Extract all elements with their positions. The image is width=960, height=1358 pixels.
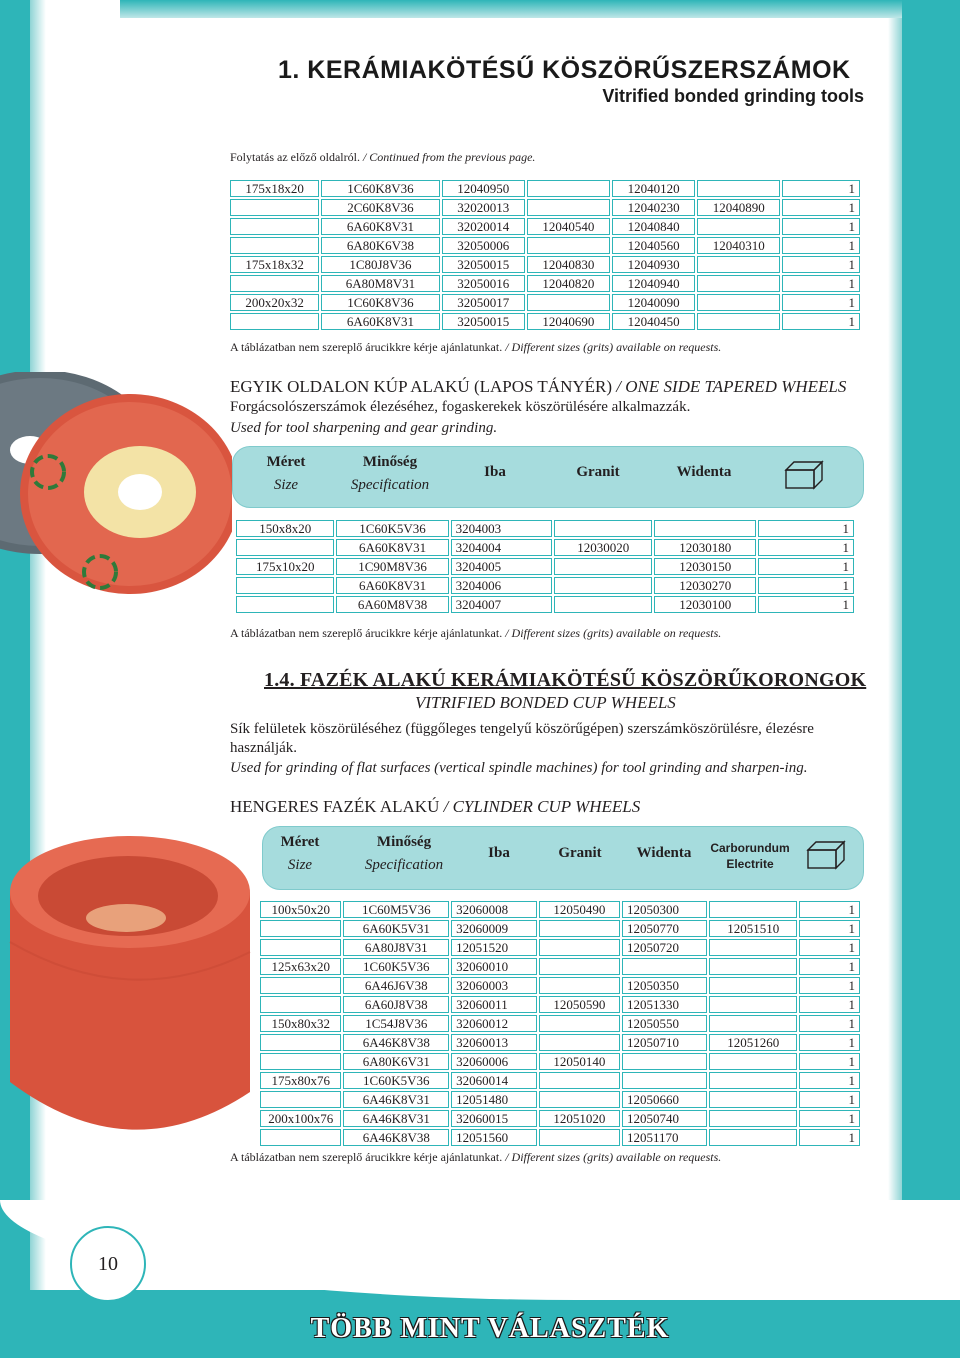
continued-note xyxy=(230,150,535,165)
cyl-title-en: / CYLINDER CUP WHEELS xyxy=(443,797,641,816)
table-cell: 3204006 xyxy=(451,577,553,594)
table-row xyxy=(260,977,860,994)
table-cell xyxy=(622,1072,707,1089)
table-cell: 1C60M5V36 xyxy=(343,901,449,918)
cup-electrite: Electrite xyxy=(726,857,774,871)
table-cell: 12040830 xyxy=(527,256,610,273)
table-cell xyxy=(230,199,319,216)
tapered-widenta: Widenta xyxy=(676,464,732,480)
table-row xyxy=(260,996,860,1013)
table-cell: 6A60K8V31 xyxy=(321,218,439,235)
continued-en: / Continued from the previous page. xyxy=(362,150,536,164)
table-row xyxy=(230,256,860,273)
table-cell xyxy=(709,996,796,1013)
cup-widenta: Widenta xyxy=(636,845,692,861)
tapered-table xyxy=(234,518,856,615)
footer-slogan: TÖBB MINT VÁLASZTÉK xyxy=(310,1313,670,1344)
table-cell: 6A60M8V38 xyxy=(336,596,448,613)
table-row xyxy=(260,920,860,937)
table-cell: 12051260 xyxy=(709,1034,796,1051)
table-cell: 6A80J8V31 xyxy=(343,939,449,956)
table-row xyxy=(260,1072,860,1089)
table-cell xyxy=(709,977,796,994)
table-row xyxy=(230,237,860,254)
table-cell: 12051330 xyxy=(622,996,707,1013)
table-cell xyxy=(527,294,610,311)
table-cell: 6A46K8V31 xyxy=(343,1091,449,1108)
table-cell: 1 xyxy=(782,237,860,254)
table-cell xyxy=(709,1053,796,1070)
table-cell: 12051020 xyxy=(539,1110,620,1127)
table-cell xyxy=(554,596,652,613)
table-row xyxy=(236,577,854,594)
table-cell: 200x20x32 xyxy=(230,294,319,311)
tapered-title-hu: EGYIK OLDALON KÚP ALAKÚ (LAPOS TÁNYÉR) xyxy=(230,377,613,396)
cup-col-widenta xyxy=(628,845,700,862)
table-cell: 12030150 xyxy=(654,558,756,575)
table-cell: 1 xyxy=(758,520,854,537)
table-cell xyxy=(260,939,341,956)
table-cell: 1C90M8V36 xyxy=(336,558,448,575)
table-cell: 1 xyxy=(758,558,854,575)
table-cell: 1 xyxy=(799,1110,860,1127)
table-cell: 150x8x20 xyxy=(236,520,334,537)
table-cell: 125x63x20 xyxy=(260,958,341,975)
table-cell xyxy=(260,1053,341,1070)
tapered-title xyxy=(230,377,846,397)
table-cell: 6A46K8V38 xyxy=(343,1034,449,1051)
table-cell: 3204007 xyxy=(451,596,553,613)
box-icon-2 xyxy=(806,840,846,870)
note-en-2: / Different sizes (grits) available on requests. xyxy=(505,626,722,640)
table-cell: 1 xyxy=(799,996,860,1013)
table-cell: 12050740 xyxy=(622,1110,707,1127)
page-title: 1. KERÁMIAKÖTÉSŰ KÖSZÖRŰSZERSZÁMOK xyxy=(278,56,851,84)
table-cell: 1 xyxy=(782,199,860,216)
table-cell: 12051480 xyxy=(451,1091,536,1108)
cup-wheel-image xyxy=(0,822,262,1172)
table-cell: 32060013 xyxy=(451,1034,536,1051)
note-en: / Different sizes (grits) available on requests. xyxy=(505,340,722,354)
note-hu-3: A táblázatban nem szereplő árucikkre kérje ajánlatunkat. xyxy=(230,1150,503,1164)
table-row xyxy=(236,520,854,537)
table-cell xyxy=(260,977,341,994)
tapered-col-spec xyxy=(338,454,442,494)
table-cell: 12040930 xyxy=(612,256,695,273)
table-cell: 6A60K8V31 xyxy=(336,577,448,594)
table-cell: 6A46J6V38 xyxy=(343,977,449,994)
table-row xyxy=(260,958,860,975)
tapered-desc-en: Used for tool sharpening and gear grinding. xyxy=(230,420,498,436)
table-cell: 1 xyxy=(799,1034,860,1051)
table-cell: 32060012 xyxy=(451,1015,536,1032)
table-row xyxy=(230,180,860,197)
table-cell: 32050017 xyxy=(442,294,525,311)
table-cell: 12030270 xyxy=(654,577,756,594)
table-cell: 12050590 xyxy=(539,996,620,1013)
table-cell: 12050300 xyxy=(622,901,707,918)
table-cell: 12030100 xyxy=(654,596,756,613)
table-cell: 6A46K8V38 xyxy=(343,1129,449,1146)
table-cell xyxy=(697,218,780,235)
table-cell: 32020013 xyxy=(442,199,525,216)
table-cell xyxy=(709,1015,796,1032)
table-cell: 32050015 xyxy=(442,313,525,330)
table-cell: 12040230 xyxy=(612,199,695,216)
table-cell: 1 xyxy=(782,313,860,330)
table-cell xyxy=(236,577,334,594)
table-cell: 32060008 xyxy=(451,901,536,918)
cup-table xyxy=(258,899,862,1148)
page-subtitle: Vitrified bonded grinding tools xyxy=(602,86,864,106)
tapered-granit: Granit xyxy=(576,464,620,480)
table-row xyxy=(236,596,854,613)
table-cell: 175x18x32 xyxy=(230,256,319,273)
table-cell xyxy=(709,958,796,975)
table-cell: 32060015 xyxy=(451,1110,536,1127)
table-row xyxy=(260,1110,860,1127)
table-cell xyxy=(697,256,780,273)
page-number: 10 xyxy=(70,1226,146,1302)
table-row xyxy=(230,313,860,330)
table-cell xyxy=(260,1091,341,1108)
table-cell: 12040890 xyxy=(697,199,780,216)
availability-note-3 xyxy=(230,1150,721,1165)
note-en-3: / Different sizes (grits) available on requests. xyxy=(505,1150,722,1164)
table-cell: 12050140 xyxy=(539,1053,620,1070)
table-cell: 1 xyxy=(758,596,854,613)
table-cell: 1 xyxy=(782,275,860,292)
cup-iba: Iba xyxy=(488,845,510,861)
top-bar xyxy=(120,0,902,18)
table-cell: 32060003 xyxy=(451,977,536,994)
table-cell: 1C54J8V36 xyxy=(343,1015,449,1032)
table-cell xyxy=(230,275,319,292)
table-cell: 1 xyxy=(799,920,860,937)
table-cell: 12050720 xyxy=(622,939,707,956)
table-cell: 32060010 xyxy=(451,958,536,975)
table-cell: 12040120 xyxy=(612,180,695,197)
table-cell: 12050350 xyxy=(622,977,707,994)
table-row xyxy=(260,939,860,956)
tapered-wheel-image xyxy=(0,372,232,622)
table-row xyxy=(260,1034,860,1051)
table-cell: 1 xyxy=(799,977,860,994)
table-cell xyxy=(697,294,780,311)
table-cell: 1C60K5V36 xyxy=(343,958,449,975)
table-cell xyxy=(697,313,780,330)
tapered-specification: Specification xyxy=(350,477,430,493)
cyl-title-hu: HENGERES FAZÉK ALAKÚ xyxy=(230,797,440,816)
table-cell xyxy=(527,237,610,254)
table-cell: 1 xyxy=(782,294,860,311)
right-band-gradient xyxy=(888,0,902,1358)
table-cell xyxy=(527,180,610,197)
table-cell xyxy=(697,180,780,197)
table-cell: 12040090 xyxy=(612,294,695,311)
table-cell xyxy=(539,1015,620,1032)
table-cell: 32060011 xyxy=(451,996,536,1013)
cup-desc-en: Used for grinding of flat surfaces (vertical spindle machines) for tool grinding and sharpen-ing. xyxy=(230,760,808,776)
tapered-col-iba xyxy=(470,464,520,481)
cup-col-iba xyxy=(474,845,524,862)
table-cell: 12050490 xyxy=(539,901,620,918)
cup-size: Size xyxy=(287,857,313,873)
table-cell: 1C60K8V36 xyxy=(321,294,439,311)
cup-col-spec xyxy=(354,834,454,874)
table-cell: 1 xyxy=(799,1129,860,1146)
tapered-col-size xyxy=(248,454,324,494)
table-cell xyxy=(260,1034,341,1051)
table-cell xyxy=(539,1129,620,1146)
table-cell xyxy=(230,237,319,254)
table-cell: 12050770 xyxy=(622,920,707,937)
cup-section-subtitle: VITRIFIED BONDED CUP WHEELS xyxy=(415,693,676,712)
continued-hu: Folytatás az előző oldalról. xyxy=(230,150,360,164)
table-cell xyxy=(539,920,620,937)
table-cell: 3204004 xyxy=(451,539,553,556)
table-cell xyxy=(539,1072,620,1089)
table-cell xyxy=(709,939,796,956)
cup-minoseg: Minőség xyxy=(376,834,432,850)
table-cell: 12040820 xyxy=(527,275,610,292)
cup-col-carborundum xyxy=(704,840,796,872)
table-cell: 1 xyxy=(782,256,860,273)
table-cell xyxy=(260,1129,341,1146)
table-cell: 12040940 xyxy=(612,275,695,292)
table-cell xyxy=(709,901,796,918)
table-cell: 12051510 xyxy=(709,920,796,937)
table-cell: 3204005 xyxy=(451,558,553,575)
table-cell: 12040560 xyxy=(612,237,695,254)
table-cell: 6A80K6V38 xyxy=(321,237,439,254)
table-cell xyxy=(709,1110,796,1127)
table-cell: 1C60K8V36 xyxy=(321,180,439,197)
table-cell: 12030020 xyxy=(554,539,652,556)
table-row xyxy=(236,539,854,556)
table-cell xyxy=(260,920,341,937)
table-cell: 32050015 xyxy=(442,256,525,273)
table-cell: 6A60J8V38 xyxy=(343,996,449,1013)
table-cell: 6A80M8V31 xyxy=(321,275,439,292)
table-cell xyxy=(539,1034,620,1051)
table-cell xyxy=(709,1091,796,1108)
table-cell: 12030180 xyxy=(654,539,756,556)
table-cell xyxy=(539,958,620,975)
tapered-meret: Méret xyxy=(266,454,306,470)
table-cell: 12040310 xyxy=(697,237,780,254)
bottom-curve xyxy=(0,1200,960,1300)
table-cell: 12040690 xyxy=(527,313,610,330)
tapered-minoseg: Minőség xyxy=(362,454,418,470)
table-cell: 32020014 xyxy=(442,218,525,235)
table-cell: 32060009 xyxy=(451,920,536,937)
table-cell: 6A46K8V31 xyxy=(343,1110,449,1127)
cup-section-title: 1.4. FAZÉK ALAKÚ KERÁMIAKÖTÉSŰ KÖSZÖRŰKORONGOK xyxy=(264,669,867,691)
table-cell xyxy=(622,958,707,975)
availability-note-2 xyxy=(230,626,721,641)
cup-meret: Méret xyxy=(280,834,320,850)
table-cell: 6A80K6V31 xyxy=(343,1053,449,1070)
table-cell: 12051560 xyxy=(451,1129,536,1146)
table-cell: 12040950 xyxy=(442,180,525,197)
table-row xyxy=(260,1091,860,1108)
table-cell xyxy=(709,1072,796,1089)
cup-col-size xyxy=(268,834,332,874)
table-cell xyxy=(539,977,620,994)
table-row xyxy=(260,1015,860,1032)
note-hu-2: A táblázatban nem szereplő árucikkre kérje ajánlatunkat. xyxy=(230,626,503,640)
table-cell: 1C60K5V36 xyxy=(336,520,448,537)
table-cell xyxy=(697,275,780,292)
table-row xyxy=(260,1053,860,1070)
table-row xyxy=(260,901,860,918)
table-cell xyxy=(230,313,319,330)
table-cell: 12051520 xyxy=(451,939,536,956)
table-row xyxy=(230,275,860,292)
table-cell: 100x50x20 xyxy=(260,901,341,918)
table-cell xyxy=(554,520,652,537)
table-row xyxy=(236,558,854,575)
table-cell xyxy=(622,1053,707,1070)
table-cell xyxy=(709,1129,796,1146)
table-cell: 1 xyxy=(782,218,860,235)
table-cell: 150x80x32 xyxy=(260,1015,341,1032)
table-cell: 12050710 xyxy=(622,1034,707,1051)
table-cell: 32060006 xyxy=(451,1053,536,1070)
table-cell: 175x10x20 xyxy=(236,558,334,575)
cylinder-title xyxy=(230,797,640,817)
table-cell: 12040540 xyxy=(527,218,610,235)
grinding-table-continued xyxy=(228,178,862,332)
table-cell xyxy=(236,539,334,556)
table-row xyxy=(230,218,860,235)
table-cell: 1C80J8V36 xyxy=(321,256,439,273)
table-row xyxy=(260,1129,860,1146)
table-cell: 1C60K5V36 xyxy=(343,1072,449,1089)
table-cell: 175x80x76 xyxy=(260,1072,341,1089)
table-cell: 32060014 xyxy=(451,1072,536,1089)
table-cell: 12050550 xyxy=(622,1015,707,1032)
table-cell xyxy=(230,218,319,235)
table-cell: 1 xyxy=(799,1015,860,1032)
table-cell xyxy=(260,996,341,1013)
table-row xyxy=(230,294,860,311)
table-cell xyxy=(539,1091,620,1108)
table-cell: 1 xyxy=(799,1091,860,1108)
table-cell: 2C60K8V36 xyxy=(321,199,439,216)
table-cell xyxy=(554,558,652,575)
note-hu: A táblázatban nem szereplő árucikkre kérje ajánlatunkat. xyxy=(230,340,503,354)
table-cell: 12051170 xyxy=(622,1129,707,1146)
table-cell xyxy=(539,939,620,956)
tapered-title-en: / ONE SIDE TAPERED WHEELS xyxy=(616,377,847,396)
tapered-size: Size xyxy=(273,477,299,493)
table-cell: 1 xyxy=(782,180,860,197)
table-cell: 1 xyxy=(799,939,860,956)
tapered-iba: Iba xyxy=(484,464,506,480)
box-icon xyxy=(784,460,824,490)
table-cell: 32050006 xyxy=(442,237,525,254)
table-cell xyxy=(527,199,610,216)
table-cell: 200x100x76 xyxy=(260,1110,341,1127)
table-cell: 12040450 xyxy=(612,313,695,330)
tapered-header xyxy=(232,446,864,508)
table-row xyxy=(230,199,860,216)
table-cell: 12040840 xyxy=(612,218,695,235)
table-cell: 1 xyxy=(758,539,854,556)
cup-granit: Granit xyxy=(558,845,602,861)
tapered-col-widenta xyxy=(668,464,740,481)
table-cell: 32050016 xyxy=(442,275,525,292)
table-cell: 6A60K8V31 xyxy=(321,313,439,330)
tapered-desc-hu: Forgácsolószerszámok élezéséhez, fogaskerekek köszörülésére alkalmazzák. xyxy=(230,399,691,415)
right-band xyxy=(902,0,960,1358)
table-cell: 1 xyxy=(799,958,860,975)
table-cell xyxy=(554,577,652,594)
cup-carborundum: Carborundum xyxy=(710,841,790,855)
cup-specification: Specification xyxy=(364,857,444,873)
table-cell: 175x18x20 xyxy=(230,180,319,197)
table-cell: 1 xyxy=(799,901,860,918)
table-cell: 1 xyxy=(758,577,854,594)
table-cell xyxy=(236,596,334,613)
cup-col-granit xyxy=(550,845,610,862)
table-cell: 1 xyxy=(799,1053,860,1070)
table-cell: 3204003 xyxy=(451,520,553,537)
table-cell: 1 xyxy=(799,1072,860,1089)
availability-note xyxy=(230,340,721,355)
tapered-col-granit xyxy=(568,464,628,481)
table-cell: 12050660 xyxy=(622,1091,707,1108)
table-cell: 6A60K5V31 xyxy=(343,920,449,937)
table-cell xyxy=(654,520,756,537)
cup-desc-hu: Sík felületek köszörüléséhez (függőleges tengelyű köszörűgépen) szerszámköszörülésre, élezésre használják. xyxy=(230,721,814,756)
table-cell: 6A60K8V31 xyxy=(336,539,448,556)
